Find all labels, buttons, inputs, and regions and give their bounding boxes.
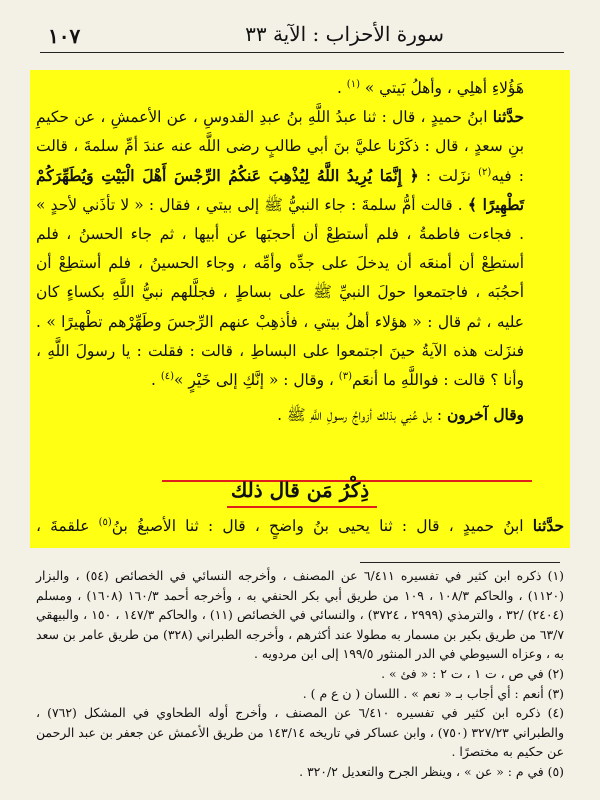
section-heading: ذِكْرُ مَن قال ذلك <box>230 478 370 502</box>
footnote-5: (٥) في م : « عن » ، وينظر الجرح والتعديل ٣٢٠/٢ . <box>299 763 564 779</box>
quran-verse: ﴿ إِنَّمَا يُرِيدُ اللَّهُ لِيُذْهِبَ عَنكُمُ الرِّجْسَ أَهْلَ الْبَيْتِ وَيُطَهِّرَكُمْ تَطْهِيرًا ﴾ <box>36 166 524 214</box>
footnote-2: (٢) في ص ، ت ١ ، ت ٢ : « فئ » . <box>381 665 564 681</box>
heading-red-underline <box>227 506 377 508</box>
footnote-separator <box>360 562 560 563</box>
footnote-1: (١) ذكره ابن كثير في تفسيره ٦/٤١١ عن المصنف ، وأخرجه النسائي في الخصائص (٥٤) ، والبزار (١١٢٠) ، والحاكم ١٠٨/٣ ، ١٠٩ من طريق أبي بكر الحنفي به ، وأخرجه أحمد ١٦٠/٣ (١٦٠٨) ، ومسلم (٢٤٠٤) /٣٢ ، والترمذي (٢٩٩٩ ، ٣٧٢٤) ، والنسائي في الخصائص (١١) ، والحاكم ١٤٧/٣ ، ١٥٠ ، والبيهقي ٦٣/٧ من طريق بكير بن مسمار به مطولا عند أكثرهم ، وأخرجه الطبراني (٣٢٨) من طريق عامر بن سعد به ، وعزاه السيوطي في الدر المنثور ١٩٩/٥ إلى ابن مردويه . <box>36 568 565 662</box>
footnote-ref-2: (٢) <box>478 166 492 178</box>
paragraph-3: وقال آخرون : بل عُنِي بذلك أزواجُ رسولِ اللَّهِ ﷺ . <box>277 406 524 425</box>
running-title: سورة الأحزاب : الآية ٣٣ <box>245 22 444 46</box>
paragraph-4: حدَّثنا ابنُ حميدٍ ، قال : ثنا يحيى بنُ واضحٍ ، قال : ثنا الأصبغُ بنُ$^{(٥)}$ علقمةَ ، <box>36 516 564 535</box>
footnote-ref-4: (٤) <box>160 370 175 382</box>
paragraph-lead: وقال آخرون <box>446 406 524 425</box>
main-text <box>36 74 564 430</box>
page-number: ١٠٧ <box>48 24 81 48</box>
paragraph-lead: حدَّثنا <box>532 517 564 535</box>
paragraph-1: هَؤُلاءِ أهلِي ، وأهلُ بَيتي » $^{(١)}$ . <box>337 78 524 97</box>
footnotes <box>36 566 564 782</box>
paragraph-2: حدَّثنا ابنُ حميدٍ ، قال : ثنا عبدُ اللَّهِ بنُ عبدِ القدوسِ ، عن الأعمشِ ، عن حكيمِ بنِ سعدٍ ، قال : ذكَرْنا عليَّ بنَ أبي طالبٍ رضى اللَّه عنه عندَ أمِّ سلمةَ ، قالت : فيه$^{(٢)}$ نزَلت : ﴿ إِنَّمَا يُرِيدُ اللَّهُ لِيُذْهِبَ عَنكُمُ الرِّجْسَ أَهْلَ الْبَيْتِ وَيُطَهِّرَكُمْ تَطْهِيرًا ﴾ . قالت أمُّ سلمةَ : جاء النبيُّ ﷺ إلى بيتي ، فقال : « لا تأذَني لأحدٍ » . فجاءت فاطمةُ ، فلم أستطِعْ أن أحجبَها عن أبيها ، ثم جاء الحسنُ ، فلم أستطِعْ أن أمنعَه أن يدخلَ على جدِّه وأمِّه ، وجاء الحسينُ ، فلم أستطِعْ أن أحجُبَه ، فاجتمعوا حولَ النبيِّ ﷺ على بساطٍ ، فجلَّلهم نبيُّ اللَّهِ بكساءٍ كان عليه ، ثم قال : « هؤلاء أهلُ بيتي ، فأذهِبْ عنهم الرِّجسَ وطَهِّرْهم تطْهيرًا » . فنزَلت هذه الآيةُ حينَ اجتمعوا على البساطِ ، قالت : فقلت : يا رسولَ اللَّهِ ، وأنا ؟ قالت : فواللَّهِ ما أنعَم$^{(٣)}$ ، وقال : « إنَّكِ إلى خَيْرٍ »$^{(٤)}$ . <box>36 108 524 390</box>
page-header <box>40 18 564 53</box>
footnote-ref-3: (٣) <box>338 370 352 382</box>
footnote-3: (٣) أنعم : أي أجاب بـ « نعم » . اللسان ( ن ع م ) . <box>302 685 564 701</box>
paragraph-lead: حدَّثنا <box>492 108 524 127</box>
footnote-ref-1: (١) <box>346 78 360 90</box>
footnote-ref-5: (٥) <box>98 516 112 528</box>
footnote-4: (٤) ذكره ابن كثير في تفسيره ٦/٤١٠ عن المصنف ، وأخرج أوله الطحاوي في المشكل (٧٦٢) ، والطبراني ٣٢٧/٢٣ (٧٥٠) ، وابن عساكر في تاريخه ١٤٣/١٤ من طريق الأعمش عن جعفر بن عبد الرحمن عن حكيم به مختصرًا . <box>36 705 564 760</box>
